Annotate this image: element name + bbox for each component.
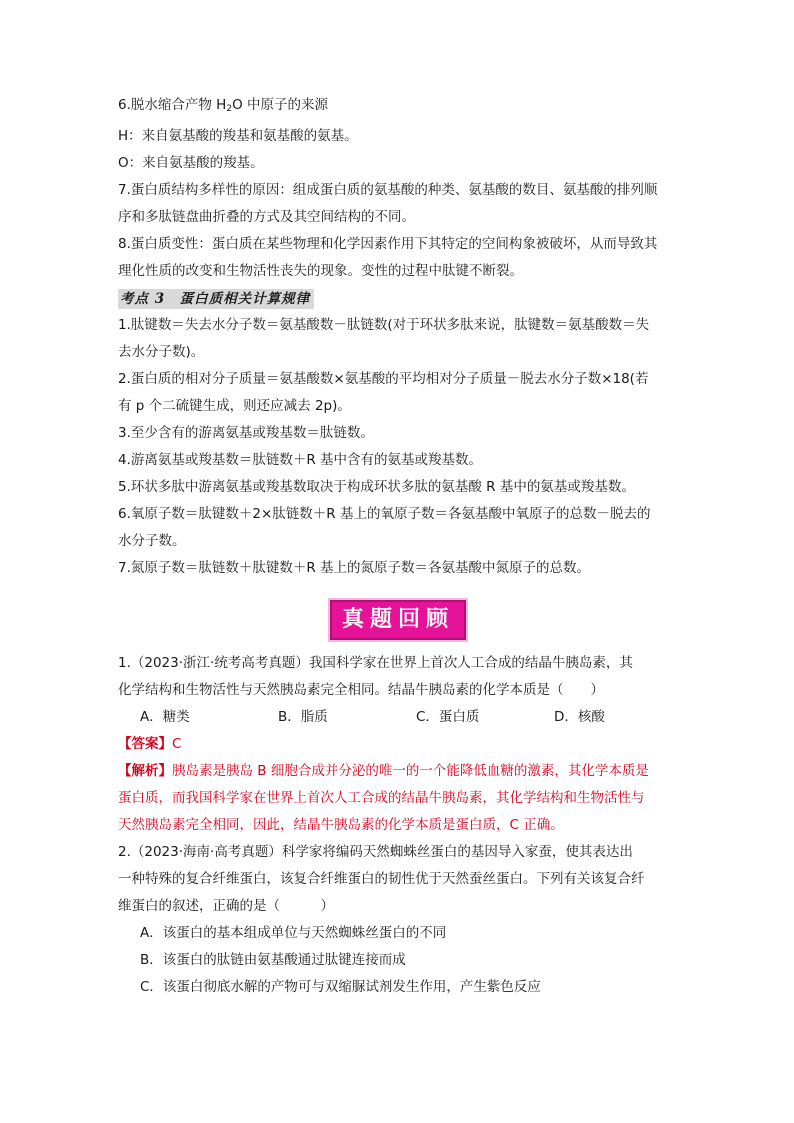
question-2 bbox=[118, 839, 678, 920]
analysis-line2: 蛋白质，而我国科学家在世界上首次人工合成的结晶牛胰岛素，其化学结构和生物活性与 bbox=[118, 790, 645, 806]
rule-2-line2: 有 p 个二硫键生成，则还应减去 2p)。 bbox=[118, 398, 351, 414]
rule-6 bbox=[118, 501, 678, 555]
question-2-line3: 维蛋白的叙述，正确的是（ ） bbox=[118, 898, 334, 914]
item8-line2: 理化性质的改变和生物活性丧失的现象。变性的过程中肽键不断裂。 bbox=[118, 263, 523, 279]
rule-6-line1: 6.氧原子数＝肽键数＋2×肽链数＋R 基上的氧原子数＝各氨基酸中氧原子的总数－脱去的 bbox=[118, 506, 651, 522]
item8-line1: 8.蛋白质变性：蛋白质在某些物理和化学因素作用下其特定的空间构象被破坏，从而导致其 bbox=[118, 236, 658, 252]
question-1-option-a[interactable]: A．糖类 bbox=[140, 709, 190, 725]
analysis-line3: 天然胰岛素完全相同，因此，结晶牛胰岛素的化学本质是蛋白质，C 正确。 bbox=[118, 817, 564, 833]
question-1 bbox=[118, 650, 678, 704]
item6-title-pre: 6.脱水缩合产物 H bbox=[118, 97, 227, 113]
section-banner: 真题回顾 bbox=[330, 600, 466, 640]
rule-4: 4.游离氨基或羧基数＝肽链数＋R 基中含有的氨基或羧基数。 bbox=[118, 452, 483, 468]
question-1-option-c[interactable]: C．蛋白质 bbox=[416, 709, 480, 725]
analysis-line1 bbox=[118, 758, 678, 785]
question-2-option-c[interactable]: C．该蛋白彻底水解的产物可与双缩脲试剂发生作用，产生紫色反应 bbox=[140, 979, 541, 995]
item8 bbox=[118, 231, 678, 285]
question-1-options bbox=[118, 704, 678, 731]
rule-1-line1: 1.肽键数＝失去水分子数＝氨基酸数－肽链数(对于环状多肽来说，肽键数＝氨基酸数＝失 bbox=[118, 317, 650, 333]
item6-title bbox=[118, 92, 678, 123]
question-2-line1: 2.（2023·海南·高考真题）科学家将编码天然蜘蛛丝蛋白的基因导入家蚕，使其表达出 bbox=[118, 844, 633, 860]
item6-title-post: O 中原子的来源 bbox=[232, 97, 328, 113]
question-1-line1: 1.（2023·浙江·统考高考真题）我国科学家在世界上首次人工合成的结晶牛胰岛素，其 bbox=[118, 655, 633, 671]
question-2-line2: 一种特殊的复合纤维蛋白，该复合纤维蛋白的韧性优于天然蚕丝蛋白。下列有关该复合纤 bbox=[118, 871, 645, 887]
rule-1-line2: 去水分子数)。 bbox=[118, 344, 205, 360]
item7-line2: 序和多肽链盘曲折叠的方式及其空间结构的不同。 bbox=[118, 209, 415, 225]
item7-line1: 7.蛋白质结构多样性的原因：组成蛋白质的氨基酸的种类、氨基酸的数目、氨基酸的排列顺 bbox=[118, 182, 658, 198]
item6-subscript: 2 bbox=[226, 104, 233, 114]
item6-h: H：来自氨基酸的羧基和氨基酸的氨基。 bbox=[118, 128, 358, 144]
question-1-line2: 化学结构和生物活性与天然胰岛素完全相同。结晶牛胰岛素的化学本质是（ ） bbox=[118, 682, 604, 698]
banner-wrap bbox=[118, 600, 678, 640]
question-1-option-b[interactable]: B．脂质 bbox=[278, 709, 328, 725]
rule-7: 7.氮原子数＝肽链数＋肽键数＋R 基上的氮原子数＝各氨基酸中氮原子的总数。 bbox=[118, 560, 591, 576]
question-1-analysis bbox=[118, 758, 678, 839]
question-1-option-d[interactable]: D．核酸 bbox=[554, 709, 605, 725]
item7 bbox=[118, 177, 678, 231]
question-1-answer bbox=[118, 731, 678, 758]
item6-o: O：来自氨基酸的羧基。 bbox=[118, 155, 264, 171]
analysis-label: 【解析】 bbox=[118, 763, 172, 779]
rule-2 bbox=[118, 366, 678, 420]
answer-value: C bbox=[172, 736, 182, 752]
rule-2-line1: 2.蛋白质的相对分子质量＝氨基酸数×氨基酸的平均相对分子质量－脱去水分子数×18(若 bbox=[118, 371, 649, 387]
kaodian3-heading: 考点 3 蛋白质相关计算规律 bbox=[118, 289, 314, 309]
document-page bbox=[118, 92, 678, 1001]
question-2-option-b[interactable]: B．该蛋白的肽链由氨基酸通过肽键连接而成 bbox=[140, 952, 406, 968]
rule-5: 5.环状多肽中游离氨基或羧基数取决于构成环状多肽的氨基酸 R 基中的氨基或羧基数。 bbox=[118, 479, 635, 495]
analysis-text-1: 胰岛素是胰岛 B 细胞合成并分泌的唯一的一个能降低血糖的激素，其化学本质是 bbox=[172, 763, 649, 779]
question-2-option-a[interactable]: A．该蛋白的基本组成单位与天然蜘蛛丝蛋白的不同 bbox=[140, 925, 447, 941]
rule-1 bbox=[118, 312, 678, 366]
answer-label: 【答案】 bbox=[118, 736, 172, 752]
rule-3: 3.至少含有的游离氨基或羧基数＝肽链数。 bbox=[118, 425, 374, 441]
rule-6-line2: 水分子数。 bbox=[118, 533, 186, 549]
